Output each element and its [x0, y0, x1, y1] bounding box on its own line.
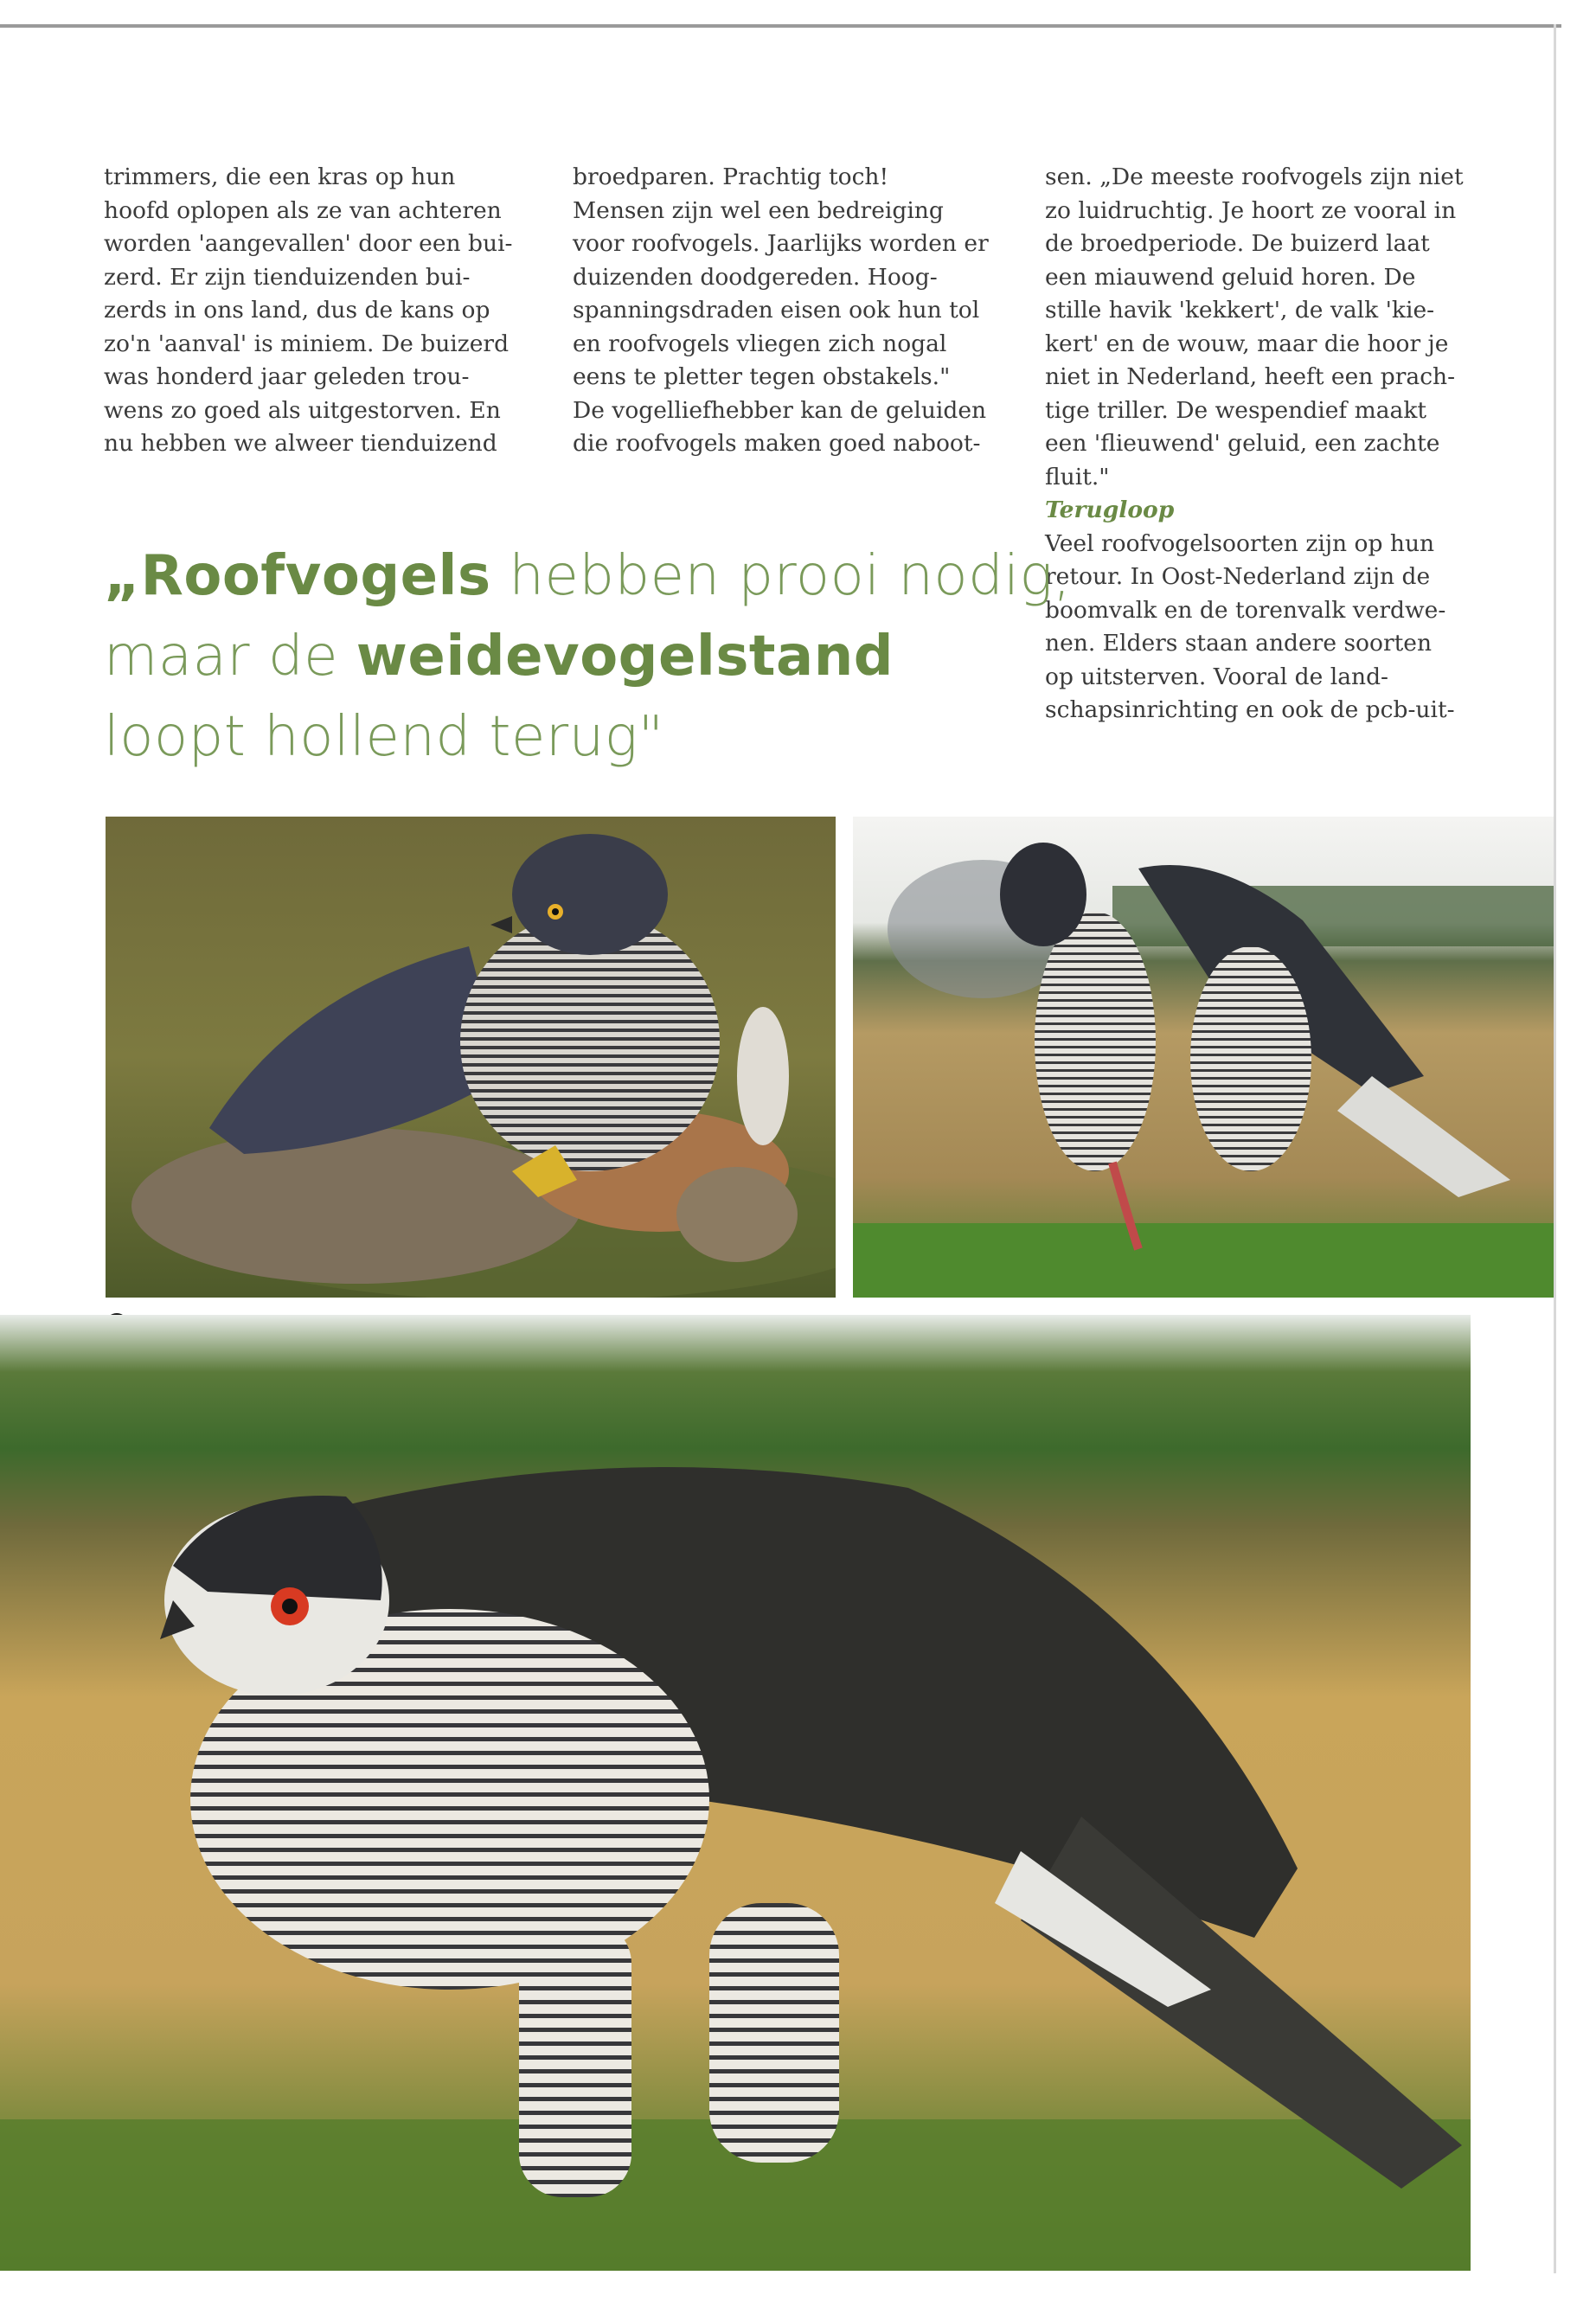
photo-goshawk-eating — [853, 817, 1554, 1298]
scan-edge-right — [1554, 24, 1556, 2273]
body-text: trimmers, die een kras op hun hoofd oplopen als ze van achteren worden 'aangevallen' door een bui- zerd. Er zijn tienduizenden bui- zerds in ons land, dus de kans op zo'n 'aanval' is miniem. De buizerd was honderd jaar geleden trou- wens zo goed als uitgestorven. En nu hebben we alweer tienduizend — [104, 163, 513, 457]
photo-goshawk-with-rabbit — [106, 817, 836, 1298]
text-column-3 — [1045, 161, 1477, 727]
body-text: broedparen. Prachtig toch! Mensen zijn wel een bedreiging voor roofvogels. Jaarlijks worden er duizenden doodgereden. Hoog- spanningsdraden eisen ook hun tol en roofvogels vliegen zich nogal eens te pletter tegen obstakels." De vogelliefhebber kan de geluiden die roofvogels maken goed naboot- — [573, 163, 989, 457]
quote-bold: „Roofvogels — [104, 544, 491, 608]
quote-text: maar de — [104, 625, 356, 689]
quote-text: loopt hollend terug" — [104, 705, 664, 769]
quote-bold: weidevogelstand — [356, 625, 894, 689]
text-column-2 — [573, 161, 1014, 461]
body-text: sen. „De meeste roofvogels zijn niet zo luidruchtig. Je hoort ze vooral in de broedperiode. De buizerd laat een miauwend geluid horen. De stille havik 'kekkert', de valk 'kie- kert' en de wouw, maar die hoor je niet in Nederland, heeft een prach- tige triller. De wespendief maakt een 'flieuwend' geluid, een zachte fluit." — [1045, 163, 1464, 490]
pull-quote — [104, 536, 1072, 778]
text-column-1 — [104, 161, 536, 461]
scan-edge-top — [0, 24, 1561, 28]
photo-goshawk-portrait — [0, 1315, 1471, 2271]
section-subheading: Terugloop — [1045, 497, 1175, 523]
quote-text: hebben prooi nodig, — [490, 544, 1072, 608]
body-text: Veel roofvogelsoorten zijn op hun retour. In Oost-Nederland zijn de boomvalk en de torenvalk verdwe- nen. Elders staan andere soorten op uitsterven. Vooral de land- schapsinrichting en ook de pcb-uit- — [1045, 529, 1455, 723]
